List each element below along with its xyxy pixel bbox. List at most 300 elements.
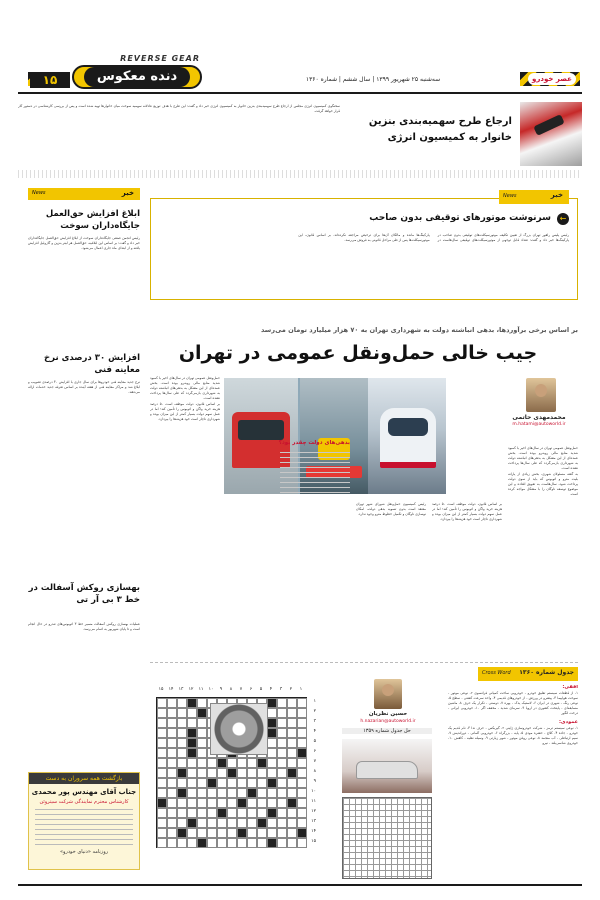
crossword-cell[interactable] (287, 738, 297, 748)
crossword-cell[interactable] (287, 778, 297, 788)
news-box-body: رئیس پلیس راهور تهران بزرگ از تعیین تکلیف موتورسیکلت‌های توقیفی بدون صاحب در پارکینگ‌ها خبر داد و گفت: تعداد قابل توجهی از موتورسیکلت‌های توقیفی سال‌هاست در پارکینگ‌ها مانده و مالکان آن‌ها برای ترخیص مراجعه نکرده‌اند. بر اساس قانون، این موتورسیکلت‌ها پس از طی مراحل قانونی به فروش می‌رسد. (298, 233, 569, 242)
crossword-cell[interactable] (167, 818, 177, 828)
down-clues: ۱- نوعی سیستم ترمز - شرکت خودروسازی ژاپنی ۲- گیربکس - حرف ندا ۳- نام قدیم یک خودرو - جاده ۴- کلاچ - حشره موذی ۵- پایه - بزرگراه ۶- خودرویی آلمانی - دوراندیش ۷- سیم ارتباطی - آب منجمد ۸- نوعی روغن موتور - شهر زیارتی ۹- وسیله نقلیه - کاهش ۱۰- خودروی شاسی‌بلند - نیرو (448, 726, 578, 745)
crossword-cell[interactable] (277, 738, 287, 748)
crossword-cell[interactable] (297, 788, 307, 798)
row-number: ۱۱ (311, 799, 316, 804)
crossword-cell (267, 698, 277, 708)
crossword-cell[interactable] (227, 828, 237, 838)
crossword-cell[interactable] (287, 728, 297, 738)
crossword-cell[interactable] (177, 738, 187, 748)
metro-train-photo (368, 378, 446, 494)
crossword-cell[interactable] (197, 828, 207, 838)
crossword-cell (267, 808, 277, 818)
crossword-cell[interactable] (167, 828, 177, 838)
crossword-cell[interactable] (227, 808, 237, 818)
site-logo: عصر خودرو (528, 73, 576, 85)
crossword-cell[interactable] (157, 828, 167, 838)
row-number: ۶ (313, 749, 316, 754)
news-box (150, 191, 578, 300)
row-number: ۱۰ (311, 789, 316, 794)
crossword-cell[interactable] (167, 808, 177, 818)
crossword-cell[interactable] (197, 728, 207, 738)
crossword-cell[interactable] (277, 718, 287, 728)
crossword-cell[interactable] (247, 818, 257, 828)
solution-grid (342, 797, 432, 879)
crossword-cell[interactable] (217, 798, 227, 808)
col-number: ۱۵ (158, 687, 164, 692)
crossword-cell[interactable] (297, 708, 307, 718)
crossword-cell[interactable] (287, 808, 297, 818)
masthead-rule (18, 92, 582, 94)
crossword-cell[interactable] (287, 828, 297, 838)
ad-line-1: بازگشت همه سروران به دست (29, 773, 139, 784)
crossword-cell[interactable] (247, 838, 257, 848)
date-line: سه‌شنبه ۲۵ شهریور ۱۳۹۹ | سال ششم | شماره ۱۳۶۰ (228, 75, 518, 85)
crossword-cell[interactable] (217, 788, 227, 798)
crossword-cell[interactable] (157, 808, 167, 818)
main-body-3: بر اساس قانون، دولت موظف است ۵۰ درصد هزینه خرید واگن و اتوبوس را تأمین کند؛ اما در عمل سهم دولت بسیار کمتر از این میزان بوده و شهرداری ناچار است خود هزینه‌ها را بپردازد. (432, 502, 502, 521)
crossword-cell[interactable] (227, 798, 237, 808)
sidebar-item-2-body: نرخ جدید معاینه فنی خودروها برای سال جاری با افزایش ۳۰ درصدی تصویب و ابلاغ شد و مراکز معاینه فنی از هفته آینده بر اساس تعرفه جدید خدمات ارائه می‌دهند. (28, 380, 140, 394)
main-col-2 (432, 502, 502, 652)
crossword-cell[interactable] (157, 758, 167, 768)
row-number: ۳ (313, 719, 316, 724)
crossword-cell[interactable] (267, 748, 277, 758)
crossword-cell[interactable] (227, 778, 237, 788)
crossword-cell[interactable] (167, 698, 177, 708)
crossword-cell[interactable] (267, 768, 277, 778)
crossword-cell[interactable] (187, 778, 197, 788)
crossword-cell[interactable] (247, 808, 257, 818)
crossword-cell[interactable] (247, 798, 257, 808)
crossword-tag-label-en: Cross Word (482, 670, 511, 676)
crossword-cell[interactable] (297, 778, 307, 788)
crossword-author-photo (374, 679, 402, 709)
crossword-cell[interactable] (267, 758, 277, 768)
news-tag-label-en: News (503, 193, 517, 199)
news-tag-label: خبر (550, 191, 563, 199)
arrow-circle-icon: ← (557, 213, 569, 225)
crossword-cell[interactable] (197, 698, 207, 708)
crossword-cell (257, 818, 267, 828)
train-window (388, 418, 428, 436)
crossword-cell (197, 838, 207, 848)
row-number: ۸ (313, 769, 316, 774)
crossword-cell[interactable] (187, 768, 197, 778)
crossword-cell[interactable] (197, 768, 207, 778)
crossword-cell[interactable] (297, 818, 307, 828)
crossword-cell[interactable] (237, 768, 247, 778)
crossword-cell[interactable] (237, 758, 247, 768)
down-title: عمودی: (558, 719, 578, 725)
crossword-cell (187, 698, 197, 708)
col-number: ۱۰ (208, 687, 214, 692)
page-number: ۱۵ (30, 72, 70, 88)
crossword-cell[interactable] (177, 718, 187, 728)
crossword-cell[interactable] (297, 738, 307, 748)
crossword-cell (287, 798, 297, 808)
crossword-tag (478, 667, 578, 681)
crossword-cell[interactable] (257, 778, 267, 788)
crossword-cell[interactable] (197, 818, 207, 828)
section-title: دنده معکوس (84, 67, 190, 87)
crossword-cell[interactable] (157, 748, 167, 758)
crossword-cell[interactable] (187, 808, 197, 818)
crossword-cell[interactable] (287, 748, 297, 758)
crossword-cell (247, 788, 257, 798)
col-number: ۱۴ (168, 687, 174, 692)
crossword-cell[interactable] (277, 798, 287, 808)
crossword-cell[interactable] (187, 798, 197, 808)
crossword-cell[interactable] (197, 758, 207, 768)
row-number-strip (308, 697, 316, 847)
crossword-cell[interactable] (297, 718, 307, 728)
ad-line-3: کارشناس محترم نمایندگی شرکت سیتروئن (39, 799, 129, 805)
crossword-cell[interactable] (167, 738, 177, 748)
crossword-cell[interactable] (277, 698, 287, 708)
crossword-cell[interactable] (297, 838, 307, 848)
crossword-tag-label: جدول شماره ۱۳۶۰ (519, 669, 574, 676)
crossword-cell[interactable] (227, 788, 237, 798)
row-number: ۱۳ (311, 819, 316, 824)
crossword-cell[interactable] (157, 728, 167, 738)
crossword-cell[interactable] (237, 778, 247, 788)
crossword-cell[interactable] (267, 798, 277, 808)
crossword-cell (177, 788, 187, 798)
sidebar-tag (28, 188, 140, 200)
row-number: ۱۴ (311, 829, 316, 834)
crossword-cell[interactable] (167, 718, 177, 728)
crossword-cell[interactable] (237, 788, 247, 798)
crossword-cell[interactable] (277, 788, 287, 798)
car-body (356, 761, 418, 779)
crossword-cell[interactable] (227, 818, 237, 828)
crossword-cell (267, 838, 277, 848)
main-story (150, 306, 578, 656)
congrats-ad (28, 772, 140, 870)
crossword-cell[interactable] (267, 788, 277, 798)
row-number: ۷ (313, 759, 316, 764)
main-body-1-cont: حمل‌ونقل عمومی تهران در سال‌های اخیر با کمبود شدید منابع مالی روبه‌رو بوده است. بخش عمده‌ای از این مشکل به بدهی‌های انباشته دولت به شهرداری بازمی‌گردد که طی سال‌ها پرداخت نشده است. (150, 376, 220, 400)
crossword-cell[interactable] (177, 808, 187, 818)
sidebar-item-1-body: رئیس انجمن صنفی جایگاه‌داران سوخت از ابلاغ افزایش حق‌العمل جایگاه‌داران خبر داد و گفت: بر اساس این ابلاغیه، حق‌العمل هر لیتر بنزین و گازوئیل افزایش یافته و از ابتدای ماه جاری اعمال می‌شود. (28, 236, 140, 250)
crossword-cell[interactable] (267, 738, 277, 748)
sidebar-tag-label: خبر (121, 189, 134, 197)
crossword-cell[interactable] (207, 758, 217, 768)
crossword-cell (187, 748, 197, 758)
crossword-cell[interactable] (177, 748, 187, 758)
crossword-cell[interactable] (207, 788, 217, 798)
crossword-cell[interactable] (277, 758, 287, 768)
crossword-cell[interactable] (207, 768, 217, 778)
fuel-pump-photo (520, 102, 582, 166)
footer-rule (18, 884, 582, 886)
crossword-cell[interactable] (197, 718, 207, 728)
row-number: ۴ (313, 729, 316, 734)
crossword-cell[interactable] (187, 828, 197, 838)
crossword-cell[interactable] (297, 698, 307, 708)
col-number: ۱۳ (178, 687, 184, 692)
news-box-tag (499, 190, 569, 204)
crossword-cell[interactable] (167, 838, 177, 848)
col-number: ۱ (299, 687, 303, 692)
crossword-cell[interactable] (187, 788, 197, 798)
crossword-cell (157, 798, 167, 808)
sidebar-item-3-headline: بهسازی روکش آسفالت در خط ۳ بی آر تی (28, 583, 140, 605)
crossword-cell[interactable] (227, 838, 237, 848)
row-number: ۹ (313, 779, 316, 784)
crossword-cell[interactable] (287, 758, 297, 768)
crossword-cell[interactable] (237, 808, 247, 818)
crossword-cell[interactable] (207, 828, 217, 838)
crossword-cell (287, 768, 297, 778)
crossword-cell (217, 758, 227, 768)
crossword-cell[interactable] (207, 818, 217, 828)
crossword-cell (177, 768, 187, 778)
crossword-cell[interactable] (257, 808, 267, 818)
row-number: ۱ (313, 699, 316, 704)
crossword-author-name: حسین نظریان (368, 711, 408, 717)
crossword-cell (297, 748, 307, 758)
crossword-author-email: h.nazarian@autoworld.ir (360, 719, 416, 724)
crossword-cell[interactable] (257, 788, 267, 798)
crossword-cell (267, 718, 277, 728)
row-number: ۲ (313, 709, 316, 714)
crossword-cell[interactable] (287, 788, 297, 798)
crossword-cell[interactable] (247, 768, 257, 778)
col-filler (280, 452, 350, 496)
fuel-nozzle-icon (533, 114, 564, 136)
crossword-cell[interactable] (167, 778, 177, 788)
col-number: ۱۲ (188, 687, 194, 692)
crossword-cell[interactable] (157, 718, 167, 728)
crossword-cell[interactable] (197, 748, 207, 758)
crossword-cell[interactable] (267, 708, 277, 718)
crossword-cell[interactable] (177, 708, 187, 718)
crossword-cell[interactable] (227, 758, 237, 768)
col-number: ۷ (239, 687, 243, 692)
crossword-cell[interactable] (167, 748, 177, 758)
crossword-cell[interactable] (167, 798, 177, 808)
crossword-cell[interactable] (157, 788, 167, 798)
author-photo (526, 378, 556, 412)
crossword-cell[interactable] (277, 748, 287, 758)
solution-label: حل جدول شماره ۱۳۵۹ (342, 728, 432, 734)
section-title-en: REVERSE GEAR (120, 54, 200, 63)
masthead (0, 0, 600, 105)
crossword-cell (197, 708, 207, 718)
col-number: ۳ (279, 687, 283, 692)
crossword-cell[interactable] (167, 708, 177, 718)
sidebar-item-3-body: عملیات بهسازی روکش آسفالت مسیر خط ۳ اتوبوس‌های تندرو در حال انجام است و تا پایان شهریور به اتمام می‌رسد. (28, 622, 140, 631)
crossword-cell (187, 738, 197, 748)
crossword-cell (187, 818, 197, 828)
sidebar-item-1-headline: ابلاغ افزایش حق‌العمل جایگاه‌داران سوخت (45, 209, 140, 231)
crossword-cell[interactable] (197, 778, 207, 788)
crossword-cell[interactable] (237, 818, 247, 828)
crossword-cell[interactable] (167, 788, 177, 798)
brake-disc-photo (210, 703, 268, 755)
ad-line-2: جناب آقای مهندس پور محمدی (31, 788, 137, 796)
across-title: افقی: (562, 685, 578, 690)
crossword-cell[interactable] (187, 838, 197, 848)
crossword-cell[interactable] (237, 838, 247, 848)
crossword-cell[interactable] (207, 838, 217, 848)
crossword-cell[interactable] (197, 798, 207, 808)
crossword-section (150, 662, 578, 882)
crossword-cell[interactable] (167, 768, 177, 778)
crossword-cell (267, 778, 277, 788)
crossword-cell[interactable] (167, 758, 177, 768)
crossword-cell[interactable] (217, 818, 227, 828)
col-number: ۲ (289, 687, 293, 692)
crossword-cell[interactable] (217, 768, 227, 778)
top-story-headline-1: ارجاع طرح سهمیه‌بندی بنزین (368, 116, 512, 127)
crossword-cell (207, 778, 217, 788)
crossword-cell[interactable] (287, 838, 297, 848)
main-kicker: بر اساس برخی برآوردها، بدهی انباشته دولت به شهرداری تهران به ۷۰ هزار میلیارد تومان می‌رسد (261, 326, 578, 334)
col-number: ۸ (229, 687, 233, 692)
crossword-cell[interactable] (257, 768, 267, 778)
crossword-cell[interactable] (267, 828, 277, 838)
crossword-cell[interactable] (277, 768, 287, 778)
crossword-cell (227, 768, 237, 778)
author-email: m.hatami@autoworld.ir (512, 422, 566, 427)
crossword-cell[interactable] (297, 758, 307, 768)
crossword-cell[interactable] (157, 708, 167, 718)
sidebar (28, 182, 140, 872)
author-name: محمدمهدی حاتمی (512, 414, 566, 421)
crossword-cell[interactable] (157, 768, 167, 778)
crossword-cell[interactable] (247, 778, 257, 788)
crossword-cell[interactable] (157, 778, 167, 788)
train-front (380, 408, 436, 468)
main-body-1: حمل‌ونقل عمومی تهران در سال‌های اخیر با کمبود شدید منابع مالی روبه‌رو بوده است. بخش عمده‌ای از این مشکل به بدهی‌های انباشته دولت به شهرداری بازمی‌گردد که طی سال‌ها پرداخت نشده است. (508, 446, 578, 470)
ad-filler-text (35, 809, 133, 845)
crossword-cell[interactable] (277, 728, 287, 738)
crossword-cell[interactable] (197, 738, 207, 748)
crossword-cell[interactable] (157, 698, 167, 708)
crossword-cell (267, 728, 277, 738)
crossword-cell[interactable] (277, 828, 287, 838)
crossword-cell[interactable] (197, 808, 207, 818)
crossword-cell[interactable] (167, 728, 177, 738)
divider-rule (18, 170, 582, 178)
crossword-cell[interactable] (297, 728, 307, 738)
crossword-cell[interactable] (177, 728, 187, 738)
clues-column (448, 685, 578, 881)
crossword-cell[interactable] (207, 808, 217, 818)
crossword-cell[interactable] (297, 768, 307, 778)
news-box-headline: سرنوشت موتورهای توقیفی بدون صاحب (369, 213, 551, 223)
main-body-3-cont: بر اساس قانون، دولت موظف است ۵۰ درصد هزینه خرید واگن و اتوبوس را تأمین کند؛ اما در عمل سهم دولت بسیار کمتر از این میزان بوده و شهرداری ناچار است خود هزینه‌ها را بپردازد. (150, 402, 220, 421)
crossword-cell[interactable] (187, 708, 197, 718)
crossword-cell[interactable] (177, 758, 187, 768)
crossword-cell[interactable] (267, 818, 277, 828)
main-col-4 (150, 376, 220, 646)
crossword-cell[interactable] (287, 718, 297, 728)
crossword-cell[interactable] (277, 708, 287, 718)
row-number: ۱۲ (311, 809, 316, 814)
top-story-headline-2: خانوار به کمیسیون انرژی (387, 132, 512, 143)
row-number: ۱۵ (311, 839, 316, 844)
crossword-cell[interactable] (277, 778, 287, 788)
crossword-cell[interactable] (297, 798, 307, 808)
row-number: ۵ (313, 739, 316, 744)
crossword-cell[interactable] (247, 828, 257, 838)
main-col-3 (356, 502, 426, 652)
across-clues: ۱- از قطعات سیستم تعلیق خودرو - خودرویی ساخت کمپانی فرانسوی ۲- نوعی موتور - سوخت هواپیما ۳- پیشرو در ورزش - از خودروهای قدیمی ۴- واحد سرعت کشتی - سطح ۵- نوعی رنگ - شهری در ایران ۶- لاستیک یدک - بهره ۷- دوستی - تکرار یک حرف ۸- ماشین مسابقه‌ای - پایتخت کشوری در اروپا ۹- سرمای شدید - مخفف اگر ۱۰- خودرویی ایرانی - درخت انگور (448, 691, 578, 715)
crossword-cell[interactable] (177, 838, 187, 848)
crossword-cell[interactable] (157, 818, 167, 828)
crossword-cell[interactable] (277, 818, 287, 828)
crossword-cell[interactable] (217, 778, 227, 788)
crossword-cell[interactable] (207, 798, 217, 808)
sidebar-item-2-headline: افزایش ۳۰ درصدی نرخ معاینه فنی (44, 353, 140, 375)
col-number: ۶ (249, 687, 253, 692)
crossword-cell (217, 808, 227, 818)
col-number-strip (156, 687, 306, 695)
top-story (18, 100, 582, 166)
col-number: ۹ (219, 687, 223, 692)
main-body-4: رئیس کمیسیون حمل‌ونقل شورای شهر تهران معتقد است بدون تسویه بدهی دولت، امکان نوسازی ناوگان و تکمیل خطوط مترو وجود ندارد. (356, 502, 426, 516)
crossword-cell (257, 758, 267, 768)
crossword-cell[interactable] (257, 798, 267, 808)
crossword-cell[interactable] (257, 828, 267, 838)
main-subhead: بدهی‌های دولت چقدر بود؟ (278, 440, 350, 446)
crossword-cell[interactable] (257, 838, 267, 848)
main-headline: جیب خالی حمل‌ونقل عمومی در تهران (178, 342, 538, 364)
col-number: ۱۱ (198, 687, 204, 692)
col-number: ۵ (259, 687, 263, 692)
crossword-cell[interactable] (277, 808, 287, 818)
crossword-cell[interactable] (287, 818, 297, 828)
crossword-cell[interactable] (217, 828, 227, 838)
col-number: ۴ (269, 687, 273, 692)
crossword-cell[interactable] (177, 798, 187, 808)
crossword-cell[interactable] (157, 838, 167, 848)
crossword-cell[interactable] (297, 808, 307, 818)
crossword-cell[interactable] (287, 698, 297, 708)
solution-car-photo (342, 739, 432, 793)
crossword-cell[interactable] (177, 818, 187, 828)
top-story-body: سخنگوی کمیسیون انرژی مجلس از ارجاع طرح سهمیه‌بندی بنزین خانوار به کمیسیون انرژی خبر داد و گفت: این طرح با هدف توزیع عادلانه سهمیه سوخت میان خانوارها تهیه شده است و پس از بررسی کارشناسی در دستور کار قرار خواهد گرفت. (18, 104, 340, 113)
crossword-cell[interactable] (177, 698, 187, 708)
crossword-cell[interactable] (217, 838, 227, 848)
crossword-cell (297, 828, 307, 838)
crossword-cell (187, 728, 197, 738)
author-face (535, 384, 547, 397)
crossword-cell (237, 798, 247, 808)
crossword-cell[interactable] (197, 788, 207, 798)
crossword-author-face (382, 684, 394, 696)
main-col-1 (508, 446, 578, 646)
crossword-cell (237, 828, 247, 838)
crossword-cell[interactable] (177, 778, 187, 788)
bus-windshield (238, 420, 284, 440)
ad-line-4: روزنامه «دنیای خودرو» (59, 849, 109, 855)
crossword-cell[interactable] (157, 738, 167, 748)
main-body-2: به گفته مسئولان شهری، بخش زیادی از یارانه بلیت مترو و اتوبوس که باید از سوی دولت پرداخت شود، سال‌هاست به تعویق افتاده و این موضوع توسعه ناوگان را با مشکل مواجه کرده است. (508, 472, 578, 496)
sidebar-tag-label-en: News (32, 190, 46, 196)
crossword-cell[interactable] (247, 758, 257, 768)
crossword-cell[interactable] (287, 708, 297, 718)
crossword-cell[interactable] (277, 838, 287, 848)
crossword-cell[interactable] (187, 758, 197, 768)
crossword-cell[interactable] (187, 718, 197, 728)
crossword-cell (177, 828, 187, 838)
